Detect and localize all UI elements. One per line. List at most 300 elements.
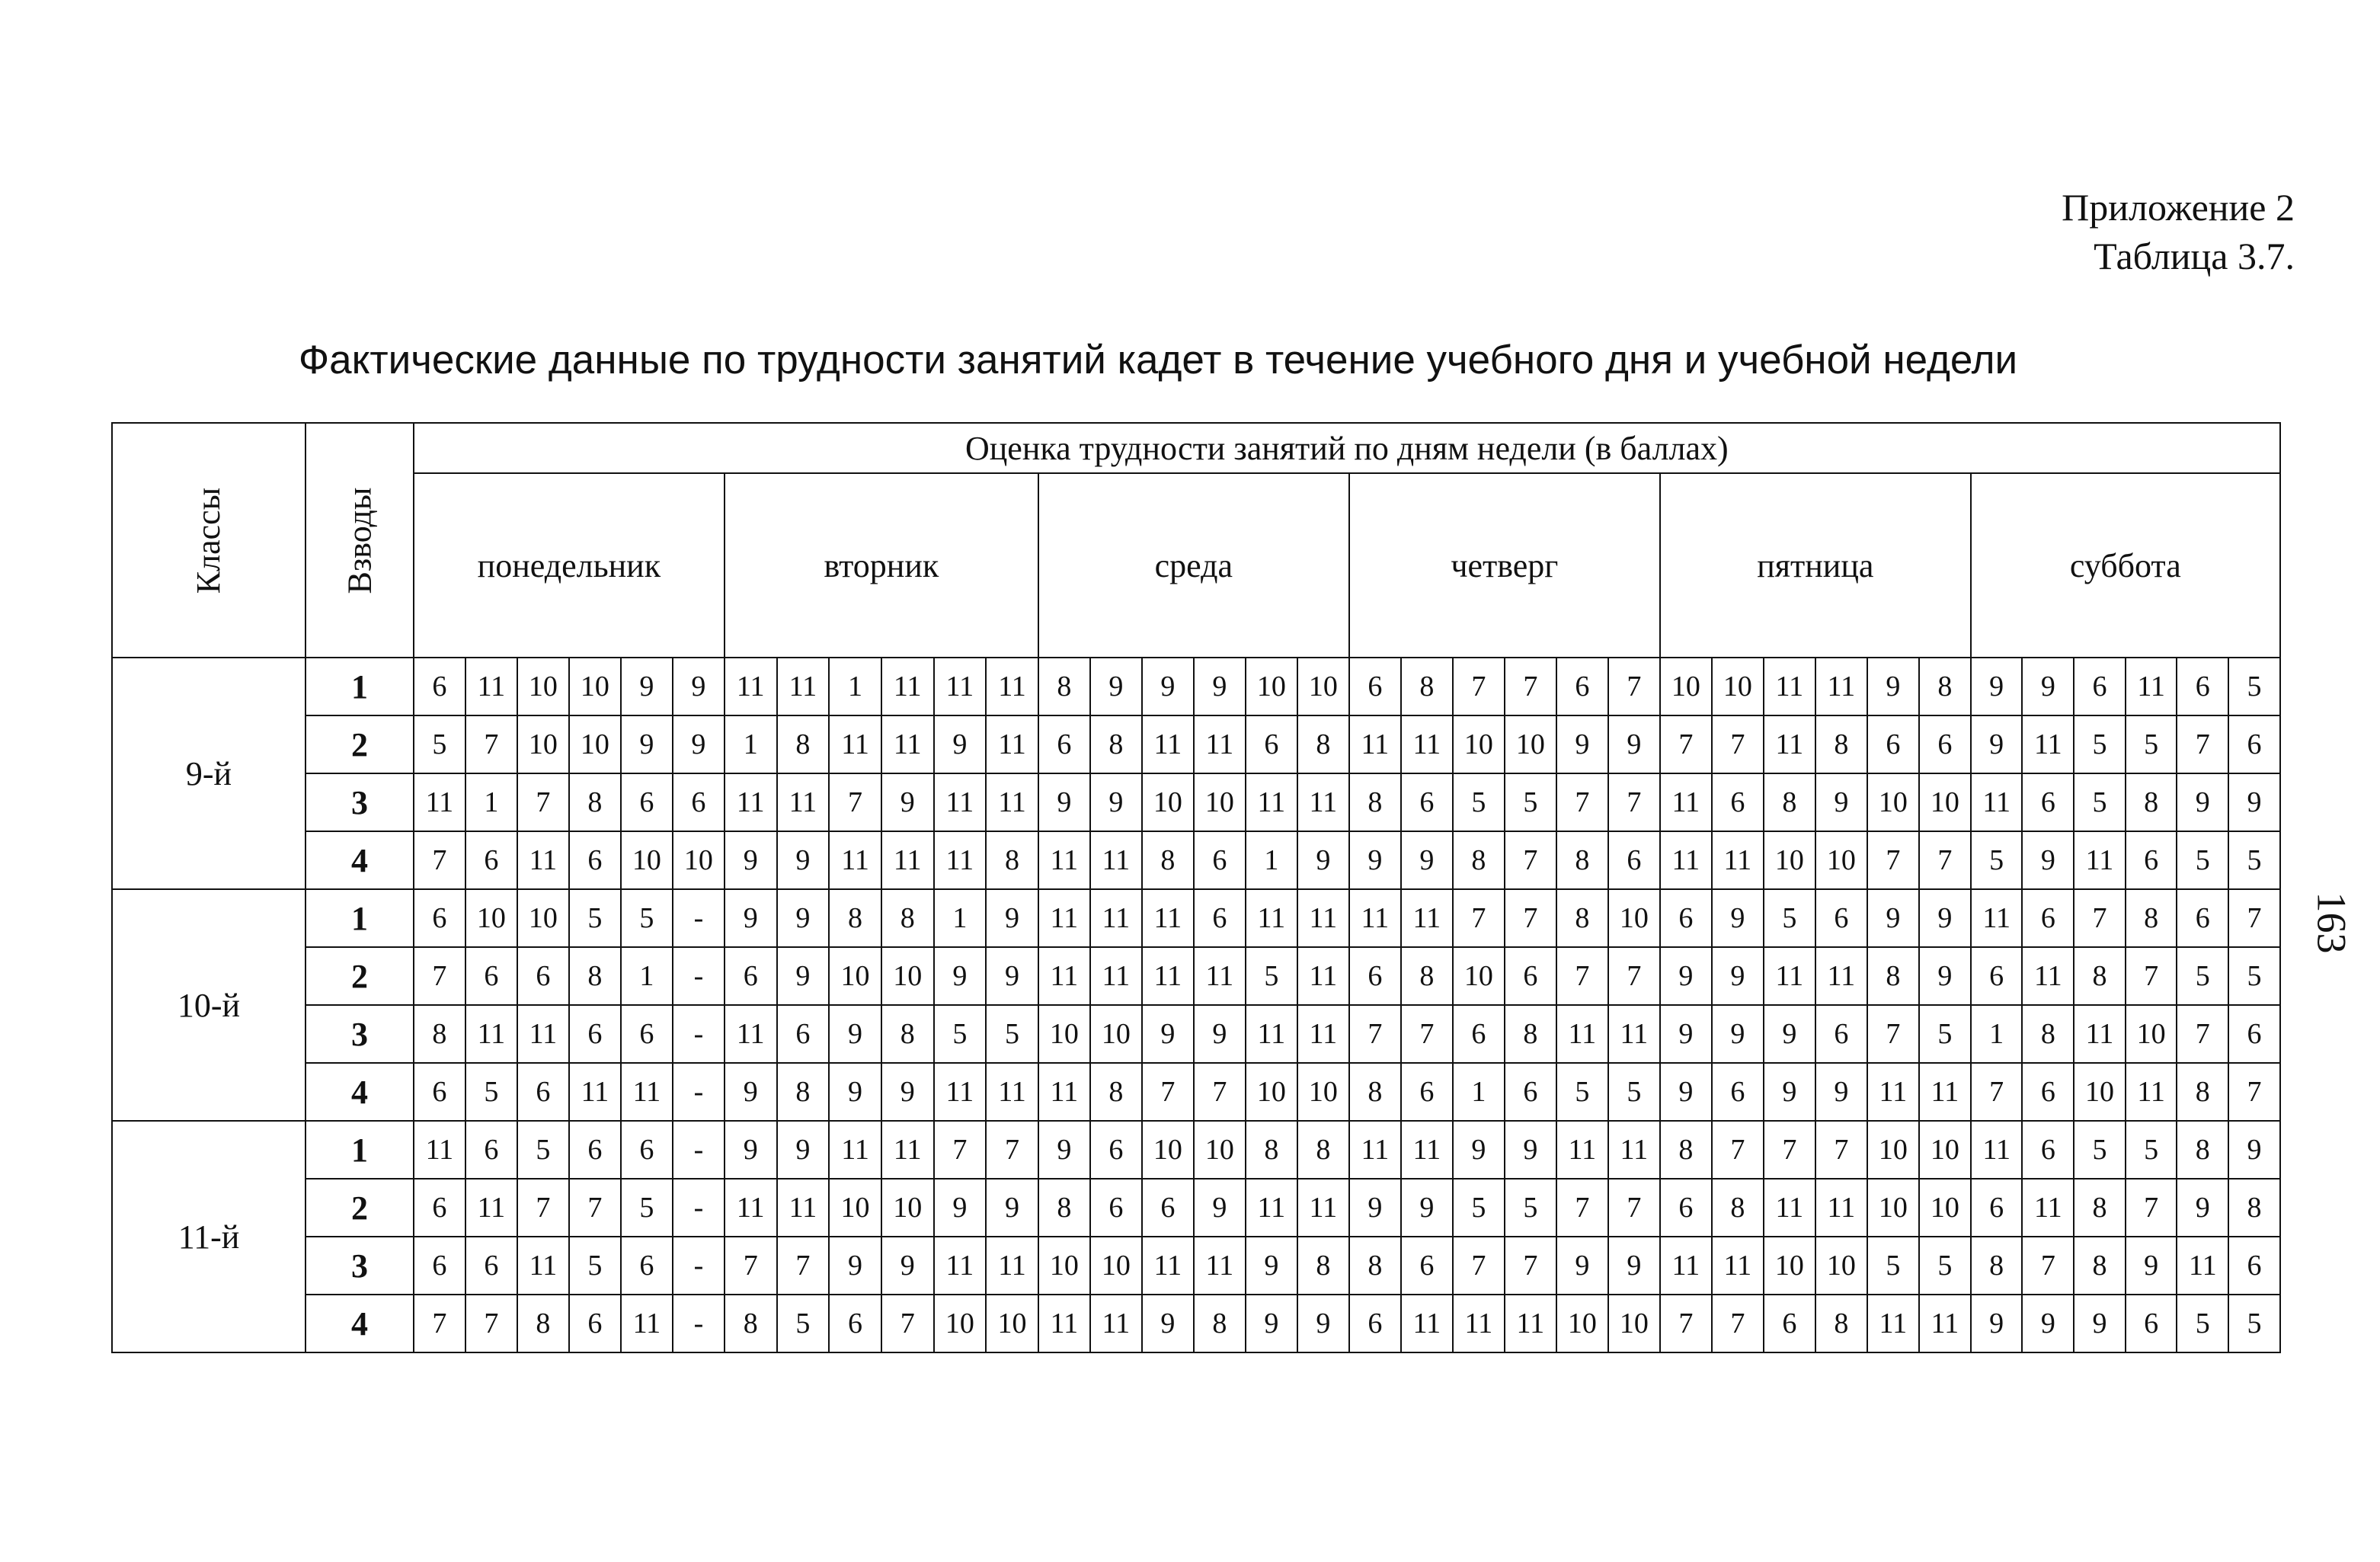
score-cell: 11 [777,1179,830,1237]
score-cell: 11 [2074,831,2126,889]
score-cell: 6 [1194,889,1246,947]
score-cell: 6 [2177,658,2228,715]
score-cell: 5 [569,889,621,947]
score-cell: 8 [1971,1237,2023,1295]
score-cell: 8 [569,773,621,831]
score-cell: 8 [2126,889,2177,947]
score-cell: 9 [1971,715,2023,773]
score-cell: 11 [829,831,881,889]
score-cell: 10 [2126,1005,2177,1063]
score-cell: 11 [1556,1005,1608,1063]
score-cell: 8 [986,831,1038,889]
score-cell: 6 [1660,889,1712,947]
score-cell: 5 [777,1295,830,1352]
score-cell: 11 [1038,889,1090,947]
score-cell: 8 [1142,831,1194,889]
score-cell: 9 [1142,1005,1194,1063]
score-cell: 11 [1038,1063,1090,1121]
score-cell: 7 [1194,1063,1246,1121]
score-cell: 7 [1919,831,1971,889]
score-cell: 8 [2177,1063,2228,1121]
score-cell: 8 [829,889,881,947]
score-cell: 11 [934,658,987,715]
table-row [112,1179,2280,1237]
score-cell: 7 [1453,1237,1505,1295]
score-cell: 11 [1090,947,1142,1005]
score-cell: 7 [465,1295,517,1352]
score-cell: 5 [1453,773,1505,831]
score-cell: 6 [569,1005,621,1063]
score-cell: 10 [1815,1237,1867,1295]
score-cell: 11 [465,1005,517,1063]
score-cell: 9 [881,1063,934,1121]
score-cell: 9 [1401,1179,1453,1237]
score-cell: 6 [1867,715,1919,773]
score-cell: 1 [465,773,517,831]
score-cell: 6 [2126,1295,2177,1352]
score-cell: 8 [2074,1237,2126,1295]
score-cell: 7 [1712,715,1764,773]
score-cell: 8 [1556,889,1608,947]
score-cell: 6 [673,773,725,831]
score-cell: 7 [1660,715,1712,773]
score-cell: 11 [881,715,934,773]
score-cell: 8 [1764,773,1815,831]
score-cell: 9 [2177,773,2228,831]
score-cell: 7 [1505,658,1556,715]
score-cell: 11 [2022,715,2074,773]
score-cell: 11 [414,1121,465,1179]
score-cell: 10 [1090,1237,1142,1295]
score-cell: 11 [986,715,1038,773]
score-cell: 11 [2126,658,2177,715]
score-cell: 9 [1919,947,1971,1005]
score-cell: 9 [986,889,1038,947]
score-cell: 8 [725,1295,777,1352]
score-cell: 9 [1142,1295,1194,1352]
score-cell: 6 [414,889,465,947]
score-cell: 5 [2074,773,2126,831]
score-cell: 5 [986,1005,1038,1063]
score-cell: 11 [1556,1121,1608,1179]
score-cell: 6 [1246,715,1297,773]
score-cell: 5 [2228,831,2280,889]
platoon-number: 4 [305,1063,414,1121]
score-cell: 10 [673,831,725,889]
score-cell: 9 [1867,889,1919,947]
score-cell: 5 [1919,1005,1971,1063]
score-cell: 9 [777,1121,830,1179]
score-cell: 7 [881,1295,934,1352]
score-cell: 7 [1867,1005,1919,1063]
score-cell: 1 [725,715,777,773]
score-cell: 10 [881,1179,934,1237]
score-cell: 11 [1297,889,1349,947]
score-cell: 11 [1401,889,1453,947]
score-cell: 10 [1660,658,1712,715]
score-cell: - [673,1063,725,1121]
score-cell: 11 [829,1121,881,1179]
score-cell: 7 [2177,1005,2228,1063]
score-cell: 9 [829,1063,881,1121]
score-cell: 9 [1867,658,1919,715]
score-cell: 10 [465,889,517,947]
score-cell: 8 [1349,1063,1401,1121]
score-cell: - [673,1005,725,1063]
score-cell: 8 [1297,1121,1349,1179]
score-cell: 10 [1090,1005,1142,1063]
score-cell: 9 [2022,658,2074,715]
score-cell: 9 [1453,1121,1505,1179]
score-cell: 11 [1919,1295,1971,1352]
score-cell: - [673,947,725,1005]
score-cell: 10 [1142,1121,1194,1179]
score-cell: 11 [1815,658,1867,715]
score-cell: 11 [881,831,934,889]
score-cell: 5 [414,715,465,773]
score-cell: 6 [1038,715,1090,773]
score-cell: 6 [465,1121,517,1179]
table-number-label: Таблица 3.7. [2094,235,2295,277]
score-cell: 10 [621,831,673,889]
score-cell: 1 [934,889,987,947]
platoon-number: 4 [305,831,414,889]
score-cell: 8 [1246,1121,1297,1179]
score-cell: 9 [934,1179,987,1237]
score-cell: 8 [1090,1063,1142,1121]
score-cell: 11 [1815,947,1867,1005]
score-cell: 7 [465,715,517,773]
score-cell: 10 [1194,773,1246,831]
score-cell: 11 [777,773,830,831]
score-cell: 7 [414,831,465,889]
score-cell: 7 [2177,715,2228,773]
score-cell: 6 [2228,715,2280,773]
score-cell: 7 [2022,1237,2074,1295]
score-cell: 9 [1401,831,1453,889]
score-cell: 10 [569,715,621,773]
score-cell: 10 [881,947,934,1005]
score-cell: 10 [1453,947,1505,1005]
score-cell: 9 [1142,658,1194,715]
score-cell: 8 [1297,1237,1349,1295]
score-cell: 11 [1764,658,1815,715]
table-row [112,658,2280,715]
score-cell: 8 [1867,947,1919,1005]
score-cell: 9 [777,831,830,889]
score-cell: 11 [1142,715,1194,773]
score-cell: 8 [1815,715,1867,773]
score-cell: 9 [1556,1237,1608,1295]
score-cell: 11 [1090,831,1142,889]
score-cell: 11 [1194,1237,1246,1295]
platoon-number: 3 [305,773,414,831]
score-cell: 7 [569,1179,621,1237]
score-cell: 6 [2228,1005,2280,1063]
score-cell: 8 [1919,658,1971,715]
score-cell: 11 [2177,1237,2228,1295]
score-cell: 8 [1401,947,1453,1005]
score-cell: 10 [934,1295,987,1352]
score-cell: 1 [829,658,881,715]
score-cell: 5 [517,1121,569,1179]
score-cell: 10 [1453,715,1505,773]
score-cell: 7 [1505,831,1556,889]
score-cell: 10 [1608,1295,1660,1352]
score-cell: 9 [621,715,673,773]
score-cell: 9 [1090,658,1142,715]
score-cell: 9 [1660,1005,1712,1063]
score-cell: 6 [1660,1179,1712,1237]
score-cell: 6 [1349,1295,1401,1352]
score-cell: 6 [1401,1063,1453,1121]
score-cell: 5 [1971,831,2023,889]
class-label: 9-й [112,658,305,889]
appendix-label: Приложение 2 [2062,186,2295,229]
score-cell: 5 [2126,1121,2177,1179]
score-cell: 11 [1142,947,1194,1005]
score-cell: 6 [829,1295,881,1352]
score-cell: 10 [1556,1295,1608,1352]
score-cell: 6 [1505,1063,1556,1121]
score-cell: 11 [1505,1295,1556,1352]
score-cell: 7 [1608,773,1660,831]
score-cell: 9 [725,831,777,889]
score-cell: 10 [1038,1005,1090,1063]
score-cell: 6 [1815,889,1867,947]
score-cell: 6 [725,947,777,1005]
score-cell: 11 [465,1179,517,1237]
score-cell: 11 [725,1005,777,1063]
score-cell: 9 [1764,1063,1815,1121]
score-cell: 6 [621,1005,673,1063]
score-cell: 7 [1142,1063,1194,1121]
score-cell: 1 [1971,1005,2023,1063]
score-cell: 6 [465,947,517,1005]
score-cell: 9 [829,1237,881,1295]
score-cell: 5 [2177,1295,2228,1352]
score-cell: 11 [1919,1063,1971,1121]
score-cell: 6 [1401,773,1453,831]
score-cell: 9 [1038,773,1090,831]
score-cell: 7 [1608,1179,1660,1237]
score-cell: 6 [1556,658,1608,715]
score-cell: 7 [829,773,881,831]
score-cell: 8 [2177,1121,2228,1179]
score-cell: 7 [2228,1063,2280,1121]
score-cell: 7 [1556,947,1608,1005]
score-cell: 11 [1038,1295,1090,1352]
score-cell: 6 [2022,773,2074,831]
score-cell: 7 [1815,1121,1867,1179]
score-cell: 6 [2228,1237,2280,1295]
score-cell: 9 [1297,831,1349,889]
score-cell: 9 [1194,1179,1246,1237]
score-cell: 10 [1505,715,1556,773]
score-cell: 6 [1090,1179,1142,1237]
score-cell: 6 [2022,889,2074,947]
score-cell: 6 [1608,831,1660,889]
score-cell: 11 [2126,1063,2177,1121]
score-cell: 7 [1401,1005,1453,1063]
platoon-number: 4 [305,1295,414,1352]
score-cell: 11 [1971,773,2023,831]
score-cell: 11 [1401,1121,1453,1179]
score-cell: 11 [1712,1237,1764,1295]
document-title: Фактические данные по трудности занятий кадет в течение учебного дня и учебной недели [298,338,2018,382]
score-cell: 11 [1297,1005,1349,1063]
score-cell: 7 [986,1121,1038,1179]
table-row [112,1237,2280,1295]
score-cell: 9 [2126,1237,2177,1295]
score-cell: 9 [2022,1295,2074,1352]
score-cell: 11 [1038,947,1090,1005]
table-row [112,1121,2280,1179]
score-cell: 8 [1297,715,1349,773]
score-cell: 11 [1764,947,1815,1005]
score-cell: 1 [621,947,673,1005]
score-cell: 6 [1349,947,1401,1005]
score-cell: 11 [1712,831,1764,889]
score-cell: 7 [1867,831,1919,889]
score-cell: 9 [2177,1179,2228,1237]
score-cell: 7 [414,1295,465,1352]
score-cell: 9 [1660,947,1712,1005]
score-cell: 10 [1194,1121,1246,1179]
score-cell: 6 [1401,1237,1453,1295]
score-cell: 9 [1349,831,1401,889]
score-cell: 9 [1764,1005,1815,1063]
header-row-top [112,423,2280,473]
score-cell: 10 [1919,1121,1971,1179]
score-cell: 6 [569,1121,621,1179]
score-cell: 10 [1919,1179,1971,1237]
score-cell: 9 [621,658,673,715]
score-cell: 6 [2126,831,2177,889]
score-cell: 11 [517,1005,569,1063]
score-cell: 7 [1608,947,1660,1005]
score-cell: 6 [1349,658,1401,715]
score-cell: - [673,1237,725,1295]
score-cell: 10 [1867,1121,1919,1179]
score-cell: 11 [1867,1063,1919,1121]
score-cell: 6 [1453,1005,1505,1063]
table-row [112,889,2280,947]
score-cell: 10 [517,715,569,773]
score-cell: 11 [414,773,465,831]
score-cell: 11 [1297,773,1349,831]
score-cell: 6 [1764,1295,1815,1352]
score-cell: 8 [2228,1179,2280,1237]
score-cell: 11 [465,658,517,715]
score-cell: 8 [2074,947,2126,1005]
score-cell: 8 [414,1005,465,1063]
score-cell: 9 [1608,715,1660,773]
score-cell: 5 [465,1063,517,1121]
score-cell: 11 [1090,1295,1142,1352]
score-cell: 7 [725,1237,777,1295]
score-cell: 7 [1505,889,1556,947]
difficulty-table [111,422,2281,1353]
score-cell: 11 [1349,715,1401,773]
score-cell: 7 [517,1179,569,1237]
score-cell: 11 [1038,831,1090,889]
platoon-number: 2 [305,1179,414,1237]
score-cell: 8 [1815,1295,1867,1352]
platoon-number: 2 [305,947,414,1005]
score-cell: 7 [2126,1179,2177,1237]
platoon-number: 3 [305,1237,414,1295]
platoon-number: 1 [305,658,414,715]
score-cell: 7 [934,1121,987,1179]
score-cell: 11 [621,1063,673,1121]
score-cell: 11 [1194,715,1246,773]
score-cell: 11 [1815,1179,1867,1237]
score-cell: 8 [1038,658,1090,715]
score-cell: 5 [1764,889,1815,947]
score-cell: 9 [725,1121,777,1179]
score-cell: 5 [2074,715,2126,773]
score-cell: 8 [1038,1179,1090,1237]
score-cell: 6 [1815,1005,1867,1063]
score-cell: 9 [1090,773,1142,831]
score-cell: - [673,889,725,947]
score-cell: 6 [414,1237,465,1295]
score-cell: 9 [725,1063,777,1121]
score-cell: 9 [2074,1295,2126,1352]
score-cell: 1 [1453,1063,1505,1121]
score-cell: 6 [621,773,673,831]
score-cell: 5 [2228,1295,2280,1352]
score-cell: 5 [1867,1237,1919,1295]
score-cell: 9 [1505,1121,1556,1179]
score-cell: 11 [1401,1295,1453,1352]
score-cell: 9 [1246,1295,1297,1352]
score-cell: 5 [1246,947,1297,1005]
score-cell: 6 [414,1179,465,1237]
score-cell: 10 [1297,658,1349,715]
score-cell: 8 [517,1295,569,1352]
score-cell: - [673,1179,725,1237]
score-cell: 10 [1919,773,1971,831]
class-label: 11-й [112,1121,305,1352]
score-cell: 1 [1246,831,1297,889]
day-header: четверг [1349,473,1660,658]
score-cell: 8 [2126,773,2177,831]
score-cell: 11 [986,1063,1038,1121]
score-cell: 7 [1453,658,1505,715]
score-cell: 7 [1660,1295,1712,1352]
header-row-days [112,473,2280,658]
score-cell: 8 [2022,1005,2074,1063]
score-cell: 11 [1971,889,2023,947]
score-cell: 11 [1349,889,1401,947]
score-cell: 11 [2074,1005,2126,1063]
score-cell: 9 [777,947,830,1005]
score-cell: 11 [725,1179,777,1237]
score-cell: 7 [2074,889,2126,947]
score-cell: - [673,1295,725,1352]
score-cell: 8 [1349,773,1401,831]
score-cell: 10 [2074,1063,2126,1121]
score-cell: 7 [517,773,569,831]
score-cell: 5 [1919,1237,1971,1295]
class-label: 10-й [112,889,305,1121]
score-cell: 5 [1608,1063,1660,1121]
score-cell: 10 [1867,773,1919,831]
score-cell: 11 [1246,1179,1297,1237]
score-cell: 11 [1297,947,1349,1005]
